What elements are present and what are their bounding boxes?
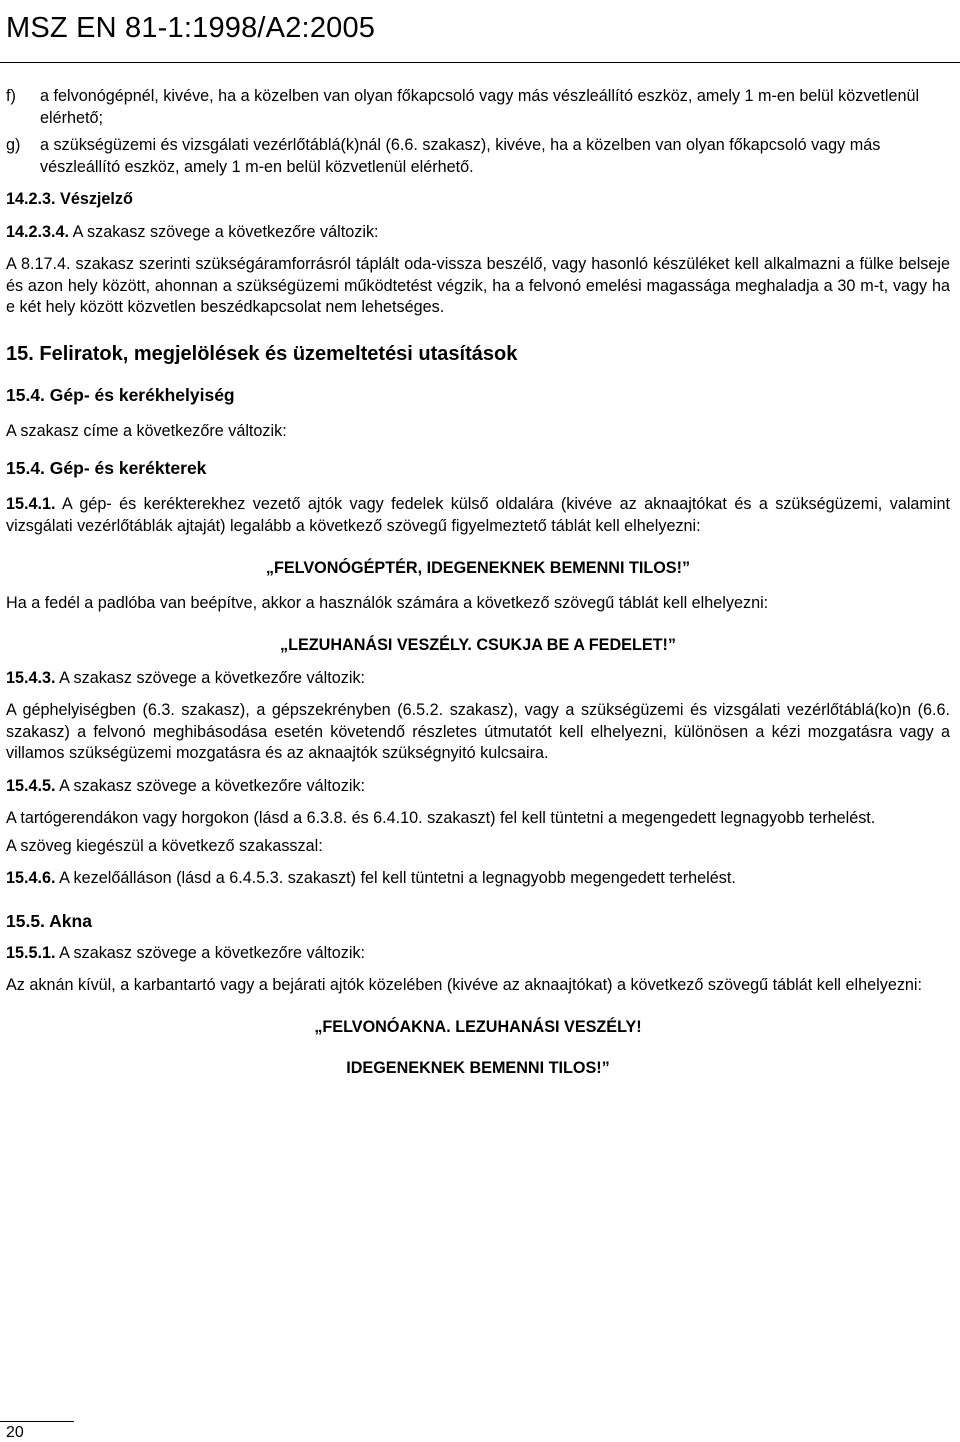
paragraph-kiegeszites: A szöveg kiegészül a következő szakasszal: — [6, 836, 323, 855]
warning-sign-text: IDEGENEKNEK BEMENNI TILOS!” — [346, 1059, 610, 1077]
section-heading-15-4-new: 15.4. Gép- és kerékterek — [6, 458, 207, 478]
section-15-4-1 — [6, 494, 950, 537]
section-number: 15.4.5. — [6, 776, 56, 795]
section-note: A szakasz szövege a következőre változik: — [59, 776, 366, 795]
paragraph-tartogerenda: A tartógerendákon vagy horgokon (lásd a 6.3.8. és 6.4.10. szakaszt) fel kell tüntetni a megengedett legnagyobb terhelést. — [6, 809, 876, 827]
section-number: 14.2.3. — [6, 190, 56, 208]
page-number: 20 — [6, 1424, 24, 1441]
section-15-4-3 — [6, 668, 950, 690]
section-heading-15-5: 15.5. Akna — [6, 910, 92, 931]
paragraph-aknan: Az aknán kívül, a karbantartó vagy a bejárati ajtók közelében (kivéve az aknaajtókat) a következő szövegű táblát kell elhelyezni: — [6, 976, 923, 994]
document-standard-title: MSZ EN 81-1:1998/A2:2005 — [6, 12, 376, 44]
section-heading-15-4: 15.4. Gép- és kerékhelyiség — [6, 384, 235, 405]
list-item-label: f) — [6, 87, 16, 105]
document-body — [6, 86, 950, 1080]
list-item-label: g) — [6, 136, 21, 154]
section-number: 15.4.1. — [6, 495, 56, 513]
warning-sign-text: „FELVONÓGÉPTÉR, IDEGENEKNEK BEMENNI TILOS!” — [265, 559, 691, 577]
footer-divider — [0, 1421, 74, 1422]
paragraph-a8174: A 8.17.4. szakasz szerinti szükségáramforrásról táplált oda-vissza beszélő, vagy hasonló készüléket kell alkalmazni a fülke belseje és azon hely között, ahonnan a szükségüzemi működtetést végzik, ha a felvonó emelési magassága meghaladja a 30 m-t, vagy ha e két hely között közvetlen beszédkapcsolat nem lehetséges. — [6, 255, 950, 316]
section-number: 15.5.1. — [6, 943, 56, 962]
section-text: A gép- és kerékterekhez vezető ajtók vagy fedelek külső oldalára (kivéve az aknaajtókat és a szükségüzemi, valamint vizsgálati vezérlőtáblák ajtaját) legalább a következő szövegű figyelmeztető táblát kell elhelyezni: — [6, 495, 950, 535]
section-text: A kezelőálláson (lásd a 6.4.5.3. szakaszt) fel kell tüntetni a legnagyobb megengedett terhelést. — [59, 869, 736, 887]
list-item-g — [6, 135, 950, 178]
section-note: A szakasz szövege a következőre változik: — [72, 222, 379, 241]
list-item-text: a szükségüzemi és vizsgálati vezérlőtáblá(k)nál (6.6. szakasz), kivéve, ha a közelben van olyan főkapcsoló vagy más vészleállító eszköz, amely 1 m-en belül közvetlenül elérhető. — [40, 136, 881, 176]
section-note: A szakasz szövege a következőre változik: — [59, 943, 366, 962]
section-15-5-1 — [6, 943, 950, 965]
section-number: 14.2.3.4. — [6, 222, 70, 241]
list-item-f — [6, 86, 950, 129]
section-15-4-5 — [6, 776, 950, 798]
section-15-4-6 — [6, 868, 950, 890]
paragraph-fedel: Ha a fedél a padlóba van beépítve, akkor a használók számára a következő szövegű táblát kell elhelyezni: — [6, 593, 769, 612]
list-item-text: a felvonógépnél, kivéve, ha a közelben van olyan főkapcsoló vagy más vészleállító eszköz, amely 1 m-en belül közvetlenül elérhető; — [40, 87, 920, 127]
chapter-heading-15: 15. Feliratok, megjelölések és üzemeltetési utasítások — [6, 342, 518, 365]
section-heading-14-2-3 — [6, 189, 950, 211]
section-number: 15.4.3. — [6, 668, 56, 687]
warning-sign-text: „FELVONÓAKNA. LEZUHANÁSI VESZÉLY! — [314, 1017, 642, 1036]
section-title: Vészjelző — [60, 190, 133, 208]
warning-sign-text: „LEZUHANÁSI VESZÉLY. CSUKJA BE A FEDELET!” — [279, 636, 677, 654]
page-header — [0, 0, 960, 63]
section-number: 15.4.6. — [6, 869, 56, 887]
section-14-2-3-4 — [6, 222, 950, 244]
section-note: A szakasz szövege a következőre változik: — [59, 668, 366, 687]
paragraph-gephelyiseg: A géphelyiségben (6.3. szakasz), a gépszekrényben (6.5.2. szakasz), vagy a szükségüzemi és vizsgálati vezérlőtáblá(ko)n (6.6. szakasz) a felvonó meghibásodása esetén követendő részletes útmutatót kell elhelyezni, különösen a kézi mozgatásra vagy a villamos szükségüzemi mozgatásra és az aknaajtók szükségnyitó kulcsaira. — [6, 701, 950, 762]
section-15-4-note: A szakasz címe a következőre változik: — [6, 421, 287, 440]
